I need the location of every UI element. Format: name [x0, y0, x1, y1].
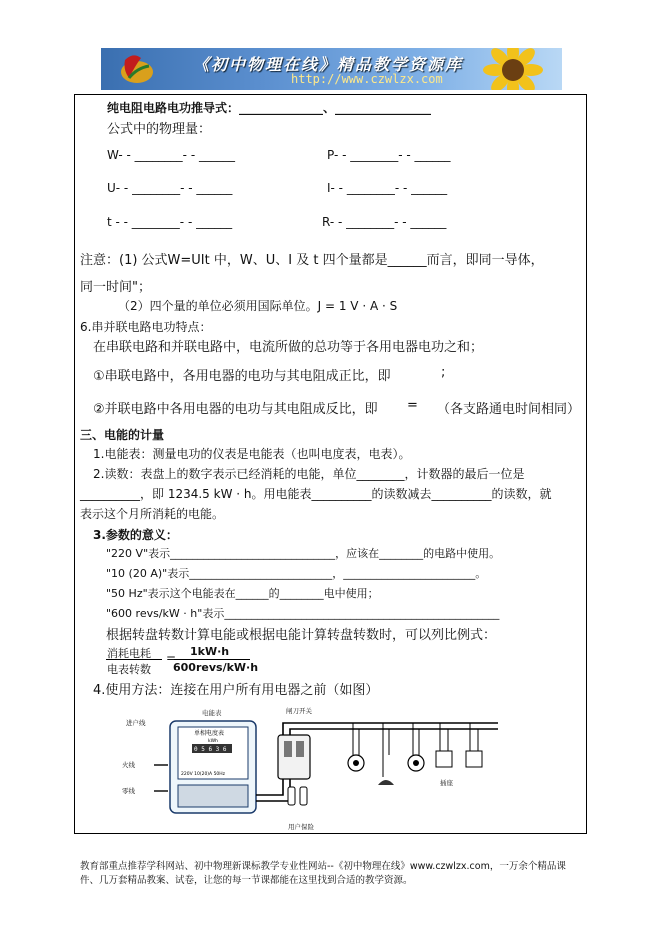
derivation-line: 纯电阻电路电功推导式：______________、________________ — [107, 101, 432, 115]
fraction-right-numerator: 1kW·h — [190, 645, 230, 658]
param-current: "10 (20 A)"表示__________________________，________________________。 — [106, 567, 487, 580]
usage-line: 4.使用方法：连接在用户所有用电器之前（如图） — [93, 683, 379, 698]
sunflower-icon — [468, 48, 558, 90]
fraction-left-denominator: 电表转数 — [107, 663, 151, 676]
param-voltage: "220 V"表示______________________________，应该在________的电路中使用。 — [106, 547, 501, 560]
reading-line-1: 2.读数：表盘上的数字表示已经消耗的电能，单位________，计数器的最后一位是 — [93, 467, 525, 481]
quantities-heading: 公式中的物理量： — [107, 122, 212, 137]
proportion-intro: 根据转盘转数计算电能或根据电能计算转盘转数时，可以列比例式： — [106, 628, 497, 643]
reading-line-3: 表示这个月所消耗的电能。 — [80, 507, 225, 521]
params-title: 3.参数的意义： — [93, 528, 178, 542]
quantity-p: P- - ________- - ______ — [327, 148, 451, 162]
parallel-rule: ②并联电路中各用电器的电功与其电阻成反比，即 — [93, 402, 378, 417]
neutral-label: 零线 — [122, 787, 135, 795]
note-1: 注意：(1) 公式W=UIt 中，W、U、I 及 t 四个量都是______而言，即同一导体， — [80, 253, 544, 268]
series-rule: ①串联电路中，各用电器的电功与其电阻成正比，即 — [93, 369, 391, 384]
meter-spec: 220V 10(20)A 50Hz — [181, 772, 226, 777]
fraction-left-bar — [106, 659, 162, 660]
reading-line-2: __________，即 1234.5 kW · h。用电能表__________的读数减去__________的读数，就 — [80, 487, 552, 501]
proportion-equals: = — [166, 651, 177, 665]
socket-2-icon — [466, 751, 482, 767]
fuse-label: 用户保险 — [288, 823, 314, 831]
knife-switch-label: 闸刀开关 — [286, 707, 312, 715]
site-logo-icon — [115, 52, 155, 86]
quantity-u: U- - ________- - ______ — [107, 181, 233, 195]
socket-label: 插座 — [440, 779, 453, 787]
quantity-t: t - - ________- - ______ — [107, 215, 233, 229]
parallel-note: （各支路通电时间相同） — [437, 402, 581, 417]
live-in-label: 进户线 — [126, 719, 146, 727]
parallel-eq: = — [407, 398, 418, 413]
wiring-diagram — [118, 705, 498, 833]
meter-digits: 0 5 6 3 6 — [194, 746, 227, 753]
param-frequency: "50 Hz"表示这个电能表在______的________电中使用； — [106, 587, 379, 600]
fraction-right-denominator: 600revs/kW·h — [173, 661, 259, 674]
fuse-left-icon — [288, 787, 295, 805]
fraction-right-bar — [174, 659, 250, 660]
ceiling-lamp-icon — [378, 780, 394, 785]
site-banner — [101, 48, 562, 90]
quantity-r: R- - ________- - ______ — [322, 215, 447, 229]
live-label: 火线 — [122, 761, 135, 769]
meter-unit: kWh — [208, 739, 218, 744]
banner-title: 《初中物理在线》精品教学资源库 — [193, 55, 464, 74]
note-1-cont: 同一时间"； — [80, 280, 151, 295]
fraction-left-numerator: 消耗电耗 — [107, 647, 151, 660]
param-revs: "600 revs/kW · h"表示__________________________________________________ — [106, 607, 500, 620]
meter-face-label: 单相电度表 — [194, 730, 225, 737]
section-3-title: 三、电能的计量 — [80, 428, 165, 442]
quantity-i: I- - ________- - ______ — [327, 181, 448, 195]
footer-line-1: 教育部重点推荐学科网站、初中物理新课标教学专业性网站--《初中物理在线》www.czwlzx.com，一万余个精品课 — [80, 861, 566, 872]
socket-1-icon — [436, 751, 452, 767]
section-6-title: 6.串并联电路电功特点： — [80, 320, 212, 334]
series-rule-end: ; — [441, 365, 446, 380]
series-parallel-rule: 在串联电路和并联电路中，电流所做的总功等于各用电器电功之和； — [93, 340, 484, 355]
banner-url[interactable]: http://www.czwlzx.com — [291, 72, 443, 86]
footer-line-2: 件、几万套精品教案、试卷，让您的每一节课都能在这里找到合适的教学资源。 — [80, 875, 413, 886]
quantity-w: W- - ________- - ______ — [107, 148, 235, 162]
meter-definition: 1.电能表：测量电功的仪表是电能表（也叫电度表，电表）。 — [93, 447, 411, 461]
meter-label: 电能表 — [202, 709, 222, 717]
knife-switch — [278, 735, 310, 779]
note-2: （2）四个量的单位必须用国际单位。J = 1 V · A · S — [118, 299, 398, 313]
fuse-right-icon — [300, 787, 307, 805]
